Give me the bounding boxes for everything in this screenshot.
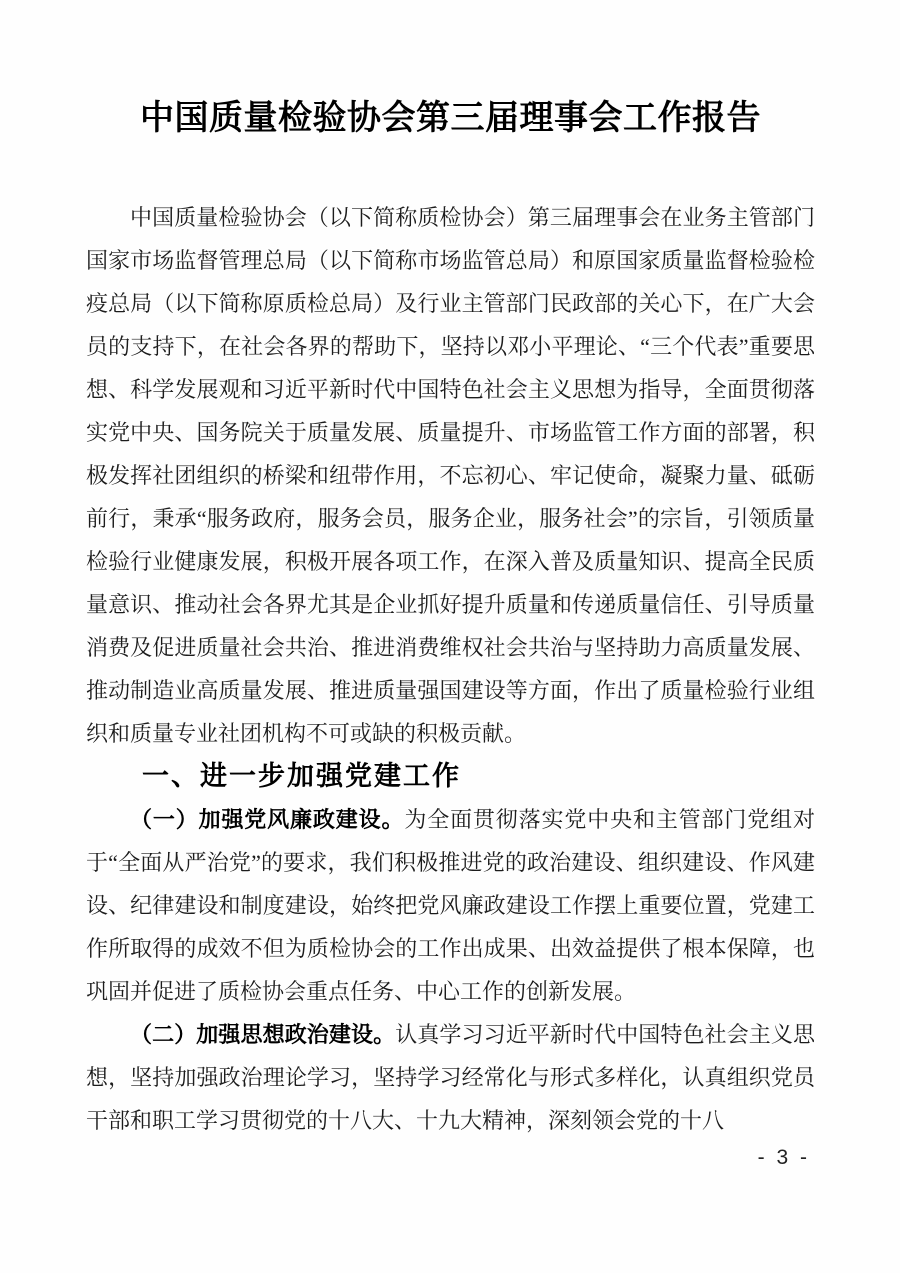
- item-2-lead: （二）加强思想政治建设。: [130, 1022, 396, 1047]
- item-1-text: 为全面贯彻落实党中央和主管部门党组对于“全面从严治党”的要求，我们积极推进党的政治建设、组织建设、作风建设、纪律建设和制度建设，始终把党风廉政建设工作摆上重要位置，党建工作所取得的成效不但为质检协会的工作出成果、出效益提供了根本保障，也巩固并促进了质检协会重点任务、中心工作的创新发展。: [86, 807, 815, 1004]
- document-body: [86, 196, 815, 1142]
- item-paragraph-1: [86, 798, 815, 1013]
- item-1-lead: （一）加强党风廉政建设。: [130, 807, 405, 832]
- intro-paragraph: 中国质量检验协会（以下简称质检协会）第三届理事会在业务主管部门国家市场监督管理总局（以下简称市场监管总局）和原国家质量监督检验检疫总局（以下简称原质检总局）及行业主管部门民政部的关心下，在广大会员的支持下，在社会各界的帮助下，坚持以邓小平理论、“三个代表”重要思想、科学发展观和习近平新时代中国特色社会主义思想为指导，全面贯彻落实党中央、国务院关于质量发展、质量提升、市场监管工作方面的部署，积极发挥社团组织的桥梁和纽带作用，不忘初心、牢记使命，凝聚力量、砥砺前行，秉承“服务政府，服务会员，服务企业，服务社会”的宗旨，引领质量检验行业健康发展，积极开展各项工作，在深入普及质量知识、提高全民质量意识、推动社会各界尤其是企业抓好提升质量和传递质量信任、引导质量消费及促进质量社会共治、推进消费维权社会共治与坚持助力高质量发展、推动制造业高质量发展、推进质量强国建设等方面，作出了质量检验行业组织和质量专业社团机构不可或缺的积极贡献。: [86, 205, 815, 746]
- section-heading-1: 一、进一步加强党建工作: [142, 761, 461, 791]
- document-title: 中国质量检验协会第三届理事会工作报告: [140, 100, 761, 137]
- item-2-text: 认真学习习近平新时代中国特色社会主义思想，坚持加强政治理论学习，坚持学习经常化与形式多样化，认真组织党员干部和职工学习贯彻党的十八大、十九大精神，深刻领会党的十八: [86, 1022, 815, 1133]
- page-number: - 3 -: [757, 1146, 810, 1169]
- item-paragraph-2: [86, 1013, 815, 1142]
